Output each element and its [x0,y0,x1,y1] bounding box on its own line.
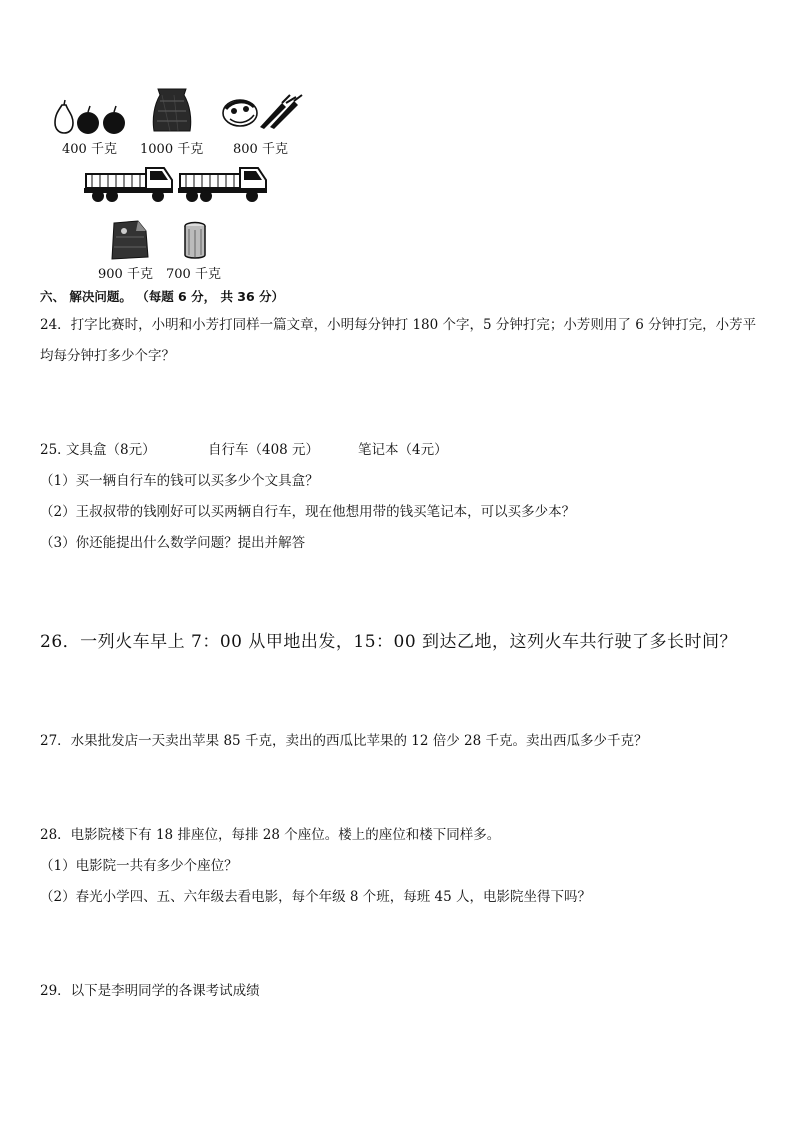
fruit-image [48,99,128,135]
question-26: 26．一列火车早上 7：00 从甲地出发，15：00 到达乙地，这列火车共行驶了多长时间？ [40,632,738,652]
question-28-sub-2: （2）春光小学四、五、六年级去看电影，每个年级 8 个班，每班 45 人，电影院坐得下吗？ [40,889,592,905]
question-29: 29．以下是李明同学的各课考试成绩 [40,983,260,999]
grain-sack-image [148,85,196,133]
question-25-sub-1: （1）买一辆自行车的钱可以买多少个文具盒？ [40,473,319,489]
sack-weight-caption: 900 千克 [98,267,153,282]
section-title: 六、 解决问题。 （每题 6 分， 共 36 分） [40,289,285,304]
sack-image [108,217,152,261]
question-28-line-1: 28．电影院楼下有 18 排座位，每排 28 个座位。楼上的座位和楼下同样多。 [40,827,501,843]
question-25-item-pencil-box: 文具盒（8元） [66,442,156,458]
goods-figure [40,85,310,285]
vegetable-weight-caption: 800 千克 [233,142,288,157]
question-25-sub-2: （2）王叔叔带的钱刚好可以买两辆自行车，现在他想用带的钱买笔记本，可以买多少本？ [40,504,576,520]
truck-image-1 [84,162,174,204]
barrel-weight-caption: 700 千克 [166,267,221,282]
question-25-item-bicycle: 自行车（408 元） [208,442,320,458]
question-25-number: 25． [40,442,71,458]
vegetables-image [220,93,304,131]
question-27: 27．水果批发店一天卖出苹果 85 千克，卖出的西瓜比苹果的 12 倍少 28 千克。卖出西瓜多少千克？ [40,733,648,749]
question-28-sub-1: （1）电影院一共有多少个座位？ [40,858,238,874]
truck-image-2 [178,162,268,204]
question-24-line-1: 24．打字比赛时，小明和小芳打同样一篇文章，小明每分钟打 180 个字，5 分钟打完；小芳则用了 6 分钟打完，小芳平 [40,317,757,333]
question-25-sub-3: （3）你还能提出什么数学问题？提出并解答 [40,535,306,551]
question-24-line-2: 均每分钟打多少个字？ [40,348,175,364]
grain-weight-caption: 1000 千克 [140,142,204,157]
question-25-item-notebook: 笔记本（4元） [358,442,448,458]
barrel-image [182,221,208,261]
fruit-weight-caption: 400 千克 [62,142,117,157]
